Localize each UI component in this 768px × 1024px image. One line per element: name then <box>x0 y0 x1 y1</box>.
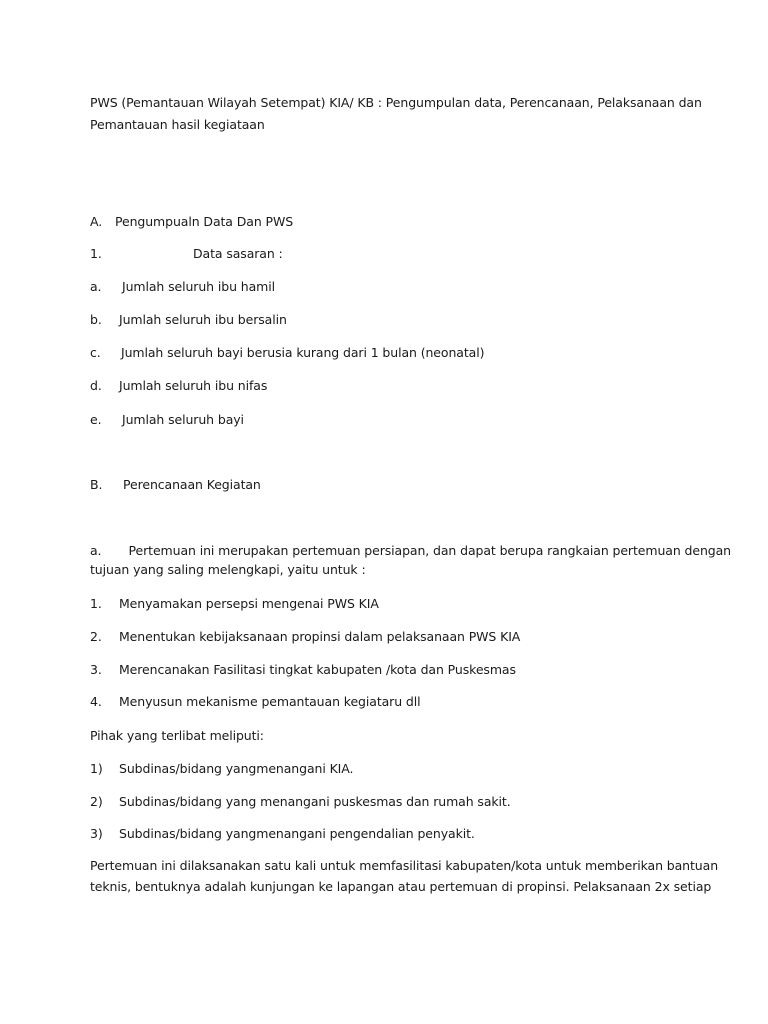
list-text: Jumlah seluruh bayi berusia kurang dari 1 bulan (neonatal) <box>121 345 485 360</box>
item-1-marker: 1. <box>90 246 102 261</box>
section-a-text: Pengumpualn Data Dan PWS <box>115 214 294 229</box>
title-line-2: Pemantauan hasil kegiataan <box>90 117 265 132</box>
list-text: Menyamakan persepsi mengenai PWS KIA <box>119 596 379 611</box>
pihak-label: Pihak yang terlibat meliputi: <box>90 728 264 743</box>
list-text: Jumlah seluruh ibu nifas <box>119 378 268 393</box>
list-marker: 3) <box>90 826 103 841</box>
list-marker: 3. <box>90 662 102 677</box>
list-marker: c. <box>90 345 101 360</box>
list-marker: b. <box>90 312 102 327</box>
section-b-marker: B. <box>90 477 103 492</box>
list-text: Jumlah seluruh ibu bersalin <box>119 312 287 327</box>
list-text: Subdinas/bidang yangmenangani KIA. <box>119 761 354 776</box>
closing-line-1: Pertemuan ini dilaksanakan satu kali untuk memfasilitasi kabupaten/kota untuk memberikan bantuan <box>90 858 719 873</box>
list-marker: 2. <box>90 629 102 644</box>
item-1-text: Data sasaran : <box>193 246 283 261</box>
list-text: Jumlah seluruh bayi <box>122 412 244 427</box>
paragraph-a-line-1: a. Pertemuan ini merupakan pertemuan persiapan, dan dapat berupa rangkaian pertemuan dengan <box>90 543 731 558</box>
list-marker: a. <box>90 279 102 294</box>
list-marker: 4. <box>90 694 102 709</box>
list-marker: 1) <box>90 761 103 776</box>
list-marker: d. <box>90 378 102 393</box>
list-marker: e. <box>90 412 102 427</box>
list-text: Menentukan kebijaksanaan propinsi dalam pelaksanaan PWS KIA <box>119 629 521 644</box>
section-a-marker: A. <box>90 214 103 229</box>
title-line-1: PWS (Pemantauan Wilayah Setempat) KIA/ KB : Pengumpulan data, Perencanaan, Pelaksanaan dan <box>90 95 702 110</box>
list-text: Subdinas/bidang yang menangani puskesmas dan rumah sakit. <box>119 794 511 809</box>
section-b-text: Perencanaan Kegiatan <box>123 477 261 492</box>
list-marker: 2) <box>90 794 103 809</box>
list-marker: 1. <box>90 596 102 611</box>
paragraph-a-line-2: tujuan yang saling melengkapi, yaitu untuk : <box>90 562 366 577</box>
list-text: Jumlah seluruh ibu hamil <box>122 279 275 294</box>
list-text: Merencanakan Fasilitasi tingkat kabupaten /kota dan Puskesmas <box>119 662 516 677</box>
closing-line-2: teknis, bentuknya adalah kunjungan ke lapangan atau pertemuan di propinsi. Pelaksanaan 2x setiap <box>90 879 712 894</box>
list-text: Menyusun mekanisme pemantauan kegiataru dll <box>119 694 421 709</box>
list-text: Subdinas/bidang yangmenangani pengendalian penyakit. <box>119 826 475 841</box>
